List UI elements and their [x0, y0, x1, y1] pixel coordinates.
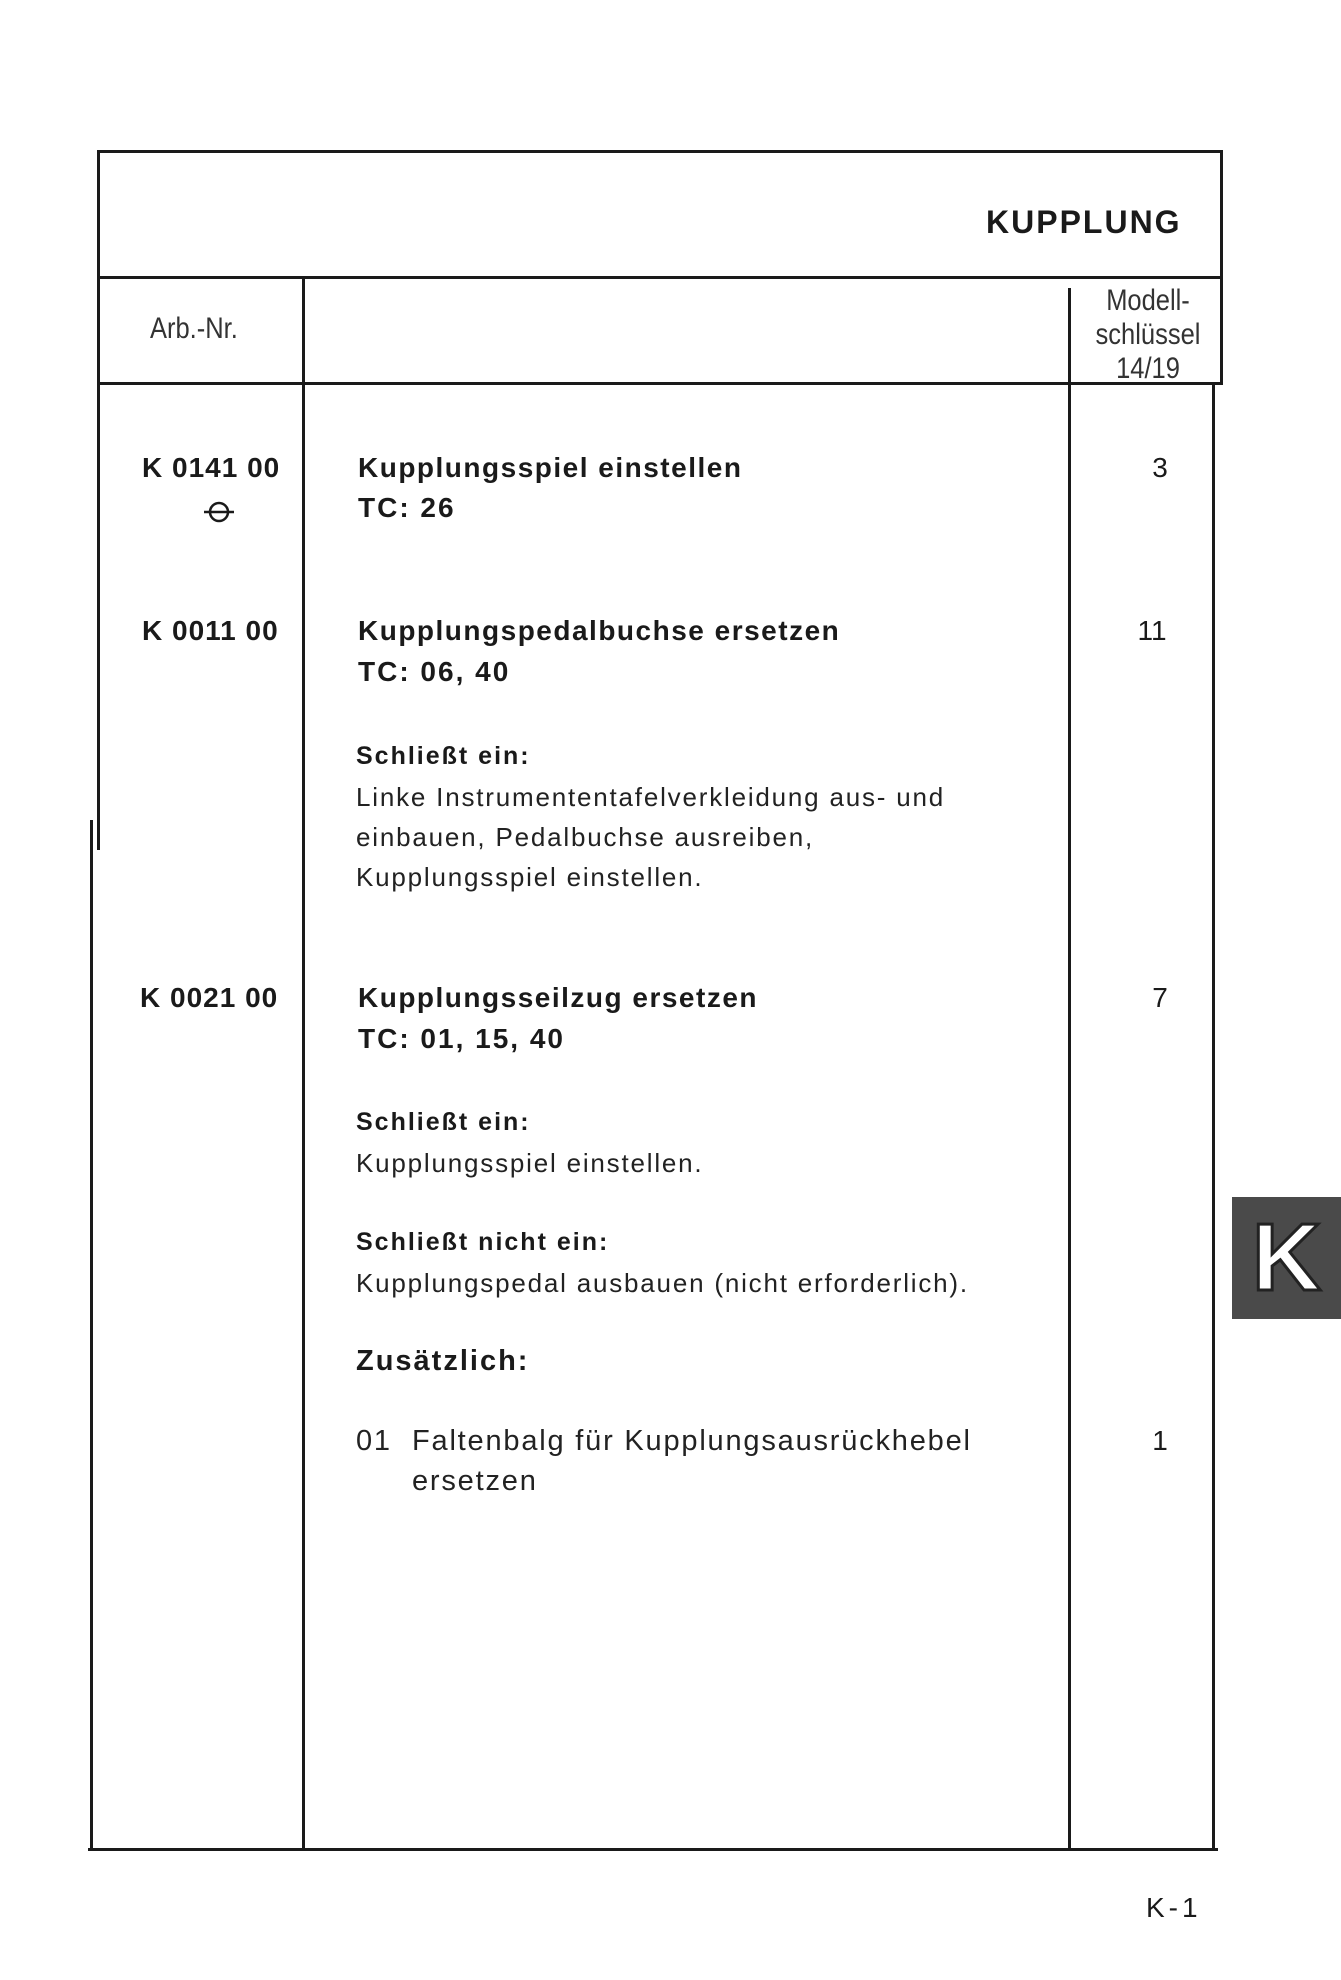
additional-item-line-1: Faltenbalg für Kupplungsausrückhebel: [412, 1425, 972, 1457]
entry-3-arbnr: K 0021 00: [140, 982, 279, 1013]
additional-item-line-2: ersetzen: [412, 1465, 538, 1497]
entry-2-includes-label: Schließt ein:: [356, 742, 531, 770]
section-tab-letter: K: [1251, 1204, 1322, 1311]
table-left-border-lower: [90, 820, 93, 1850]
table-bottom-border: [88, 1848, 1218, 1851]
entry-3-model-key: 7: [1152, 982, 1168, 1013]
entry-2-arbnr: K 0011 00: [142, 615, 279, 646]
crossed-circle-icon: [202, 495, 236, 529]
model-key-column-header: [1080, 284, 1216, 386]
arbnr-column-header: Arb.-Nr.: [150, 312, 238, 345]
additional-item-number: 01: [356, 1425, 392, 1457]
entry-3-tc: TC: 01, 15, 40: [358, 1023, 565, 1054]
entry-2-includes-line-1: Linke Instrumententafelverkleidung aus- und: [356, 782, 946, 812]
entry-2-tc: TC: 06, 40: [358, 656, 511, 687]
page-number: K-1: [1146, 1892, 1202, 1923]
entry-2-includes-line-2: einbauen, Pedalbuchse ausreiben,: [356, 822, 815, 852]
table-right-border: [1220, 150, 1223, 384]
header-divider: [97, 276, 1223, 279]
model-column-right-border: [1212, 382, 1215, 1850]
additional-item-model-key: 1: [1152, 1425, 1168, 1456]
entry-1-tc: TC: 26: [358, 492, 456, 523]
model-key-header-line-1: Modell-: [1106, 284, 1190, 317]
entry-1-arbnr: K 0141 00: [142, 452, 281, 483]
entry-2-includes-line-3: Kupplungsspiel einstellen.: [356, 862, 704, 892]
entry-3-includes-line-1: Kupplungsspiel einstellen.: [356, 1148, 704, 1178]
entry-3-excludes-line-1: Kupplungspedal ausbauen (nicht erforderlich).: [356, 1268, 969, 1298]
entry-3-title: Kupplungsseilzug ersetzen: [358, 982, 758, 1013]
entry-3-additional-label: Zusätzlich:: [356, 1345, 530, 1377]
section-title: KUPPLUNG: [986, 204, 1182, 240]
entry-1-title: Kupplungsspiel einstellen: [358, 452, 743, 483]
section-tab: [1232, 1197, 1341, 1319]
table-left-border: [97, 150, 100, 850]
arbnr-column-divider: [302, 276, 305, 1850]
model-key-header-line-2: schlüssel: [1095, 318, 1201, 351]
column-header-divider: [97, 382, 1223, 385]
entry-3-excludes-label: Schließt nicht ein:: [356, 1228, 610, 1256]
entry-2-model-key: 11: [1137, 615, 1167, 646]
entry-1-model-key: 3: [1152, 452, 1168, 483]
entry-3-includes-label: Schließt ein:: [356, 1108, 531, 1136]
table-top-border: [97, 150, 1223, 153]
model-column-divider: [1068, 288, 1071, 1850]
entry-2-title: Kupplungspedalbuchse ersetzen: [358, 615, 841, 646]
model-key-header-line-3: 14/19: [1116, 352, 1180, 385]
